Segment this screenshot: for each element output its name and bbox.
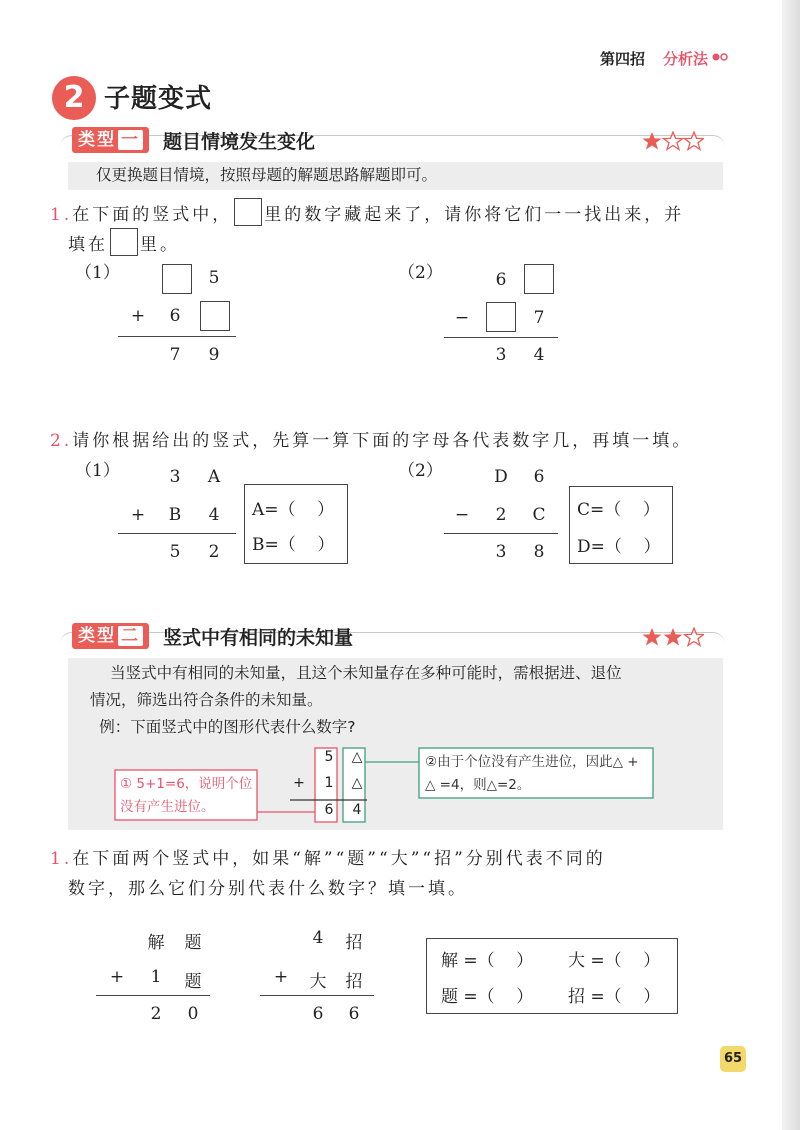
- cell: 大: [309, 972, 327, 992]
- digit: D: [494, 467, 508, 487]
- ex-digit: 1: [324, 775, 334, 791]
- digit: 4: [208, 505, 220, 525]
- type1-q1-line2: 填在 里。: [68, 228, 180, 261]
- difficulty-stars-icon: [642, 131, 704, 151]
- type2-title: 竖式中有相同的未知量: [163, 627, 354, 649]
- cell: 题: [184, 933, 202, 953]
- ex-digit: 4: [352, 802, 362, 818]
- ex-operator: +: [293, 775, 305, 791]
- digit: A: [207, 467, 221, 487]
- answer-box[interactable]: [162, 264, 192, 294]
- difficulty-stars-icon: [642, 627, 704, 647]
- answer-box[interactable]: [486, 302, 516, 332]
- operator: +: [109, 967, 125, 987]
- chapter-label: 第四招: [599, 50, 645, 68]
- q1-part2-label: （2）: [398, 263, 443, 283]
- type2-q1-line2: 数字，那么它们分别代表什么数字？填一填。: [68, 879, 468, 899]
- cell: 0: [187, 1004, 199, 1024]
- method-label: 分析法: [662, 50, 708, 68]
- cell: 2: [150, 1004, 162, 1024]
- type2-tip-line1: 当竖式中有相同的未知量，且这个未知量存在多种可能时，需根据进、退位: [110, 664, 622, 682]
- ex-note-left: ① 5+1=6，说明个位没有产生进位。: [120, 776, 253, 815]
- ex-digit: 5: [324, 749, 334, 765]
- digit: 2: [208, 542, 220, 562]
- type1-tip: 仅更换题目情境，按照母题的解题思路解题即可。: [68, 162, 723, 190]
- digit: 2: [495, 505, 507, 525]
- answer-jie[interactable]: 解 =（ ）: [441, 951, 534, 971]
- sum-line: [118, 336, 236, 337]
- cell: 1: [150, 967, 162, 987]
- digit: 7: [533, 308, 545, 328]
- digit: 8: [533, 542, 545, 562]
- cell: 6: [312, 1004, 324, 1024]
- q2-part1-label: （1）: [75, 461, 120, 481]
- answer-c[interactable]: C=（ ）: [577, 500, 660, 520]
- digit: 7: [169, 345, 181, 365]
- operator: +: [130, 505, 146, 525]
- digit: 3: [495, 345, 507, 365]
- sum-line: [118, 533, 236, 534]
- type2-tip-line2: 情况，筛选出符合条件的未知量。: [90, 691, 323, 709]
- digit: 5: [208, 268, 220, 288]
- type2-divider: [60, 632, 725, 645]
- digit: 6: [169, 306, 181, 326]
- cell: 题: [184, 972, 202, 992]
- answer-zhao[interactable]: 招 =（ ）: [568, 987, 661, 1007]
- cell: 招: [345, 972, 363, 992]
- digit: 9: [208, 345, 220, 365]
- page-edge: [782, 0, 800, 1130]
- operator: +: [130, 306, 146, 326]
- cell: 解: [147, 933, 165, 953]
- difference-line: [444, 337, 558, 338]
- digit: B: [168, 505, 182, 525]
- digit: C: [532, 505, 546, 525]
- digit: 6: [533, 467, 545, 487]
- ex-note-right: ②由于个位没有产生进位，因此△ + △ =4，则△=2。: [425, 754, 639, 793]
- answer-b[interactable]: B=（ ）: [252, 535, 335, 555]
- inline-blank-box: [234, 198, 262, 226]
- section-number-badge: 2: [52, 76, 96, 120]
- type1-tag: 类型 一: [72, 127, 149, 153]
- type1-q1-line1: 1.在下面的竖式中， 里的数字藏起来了，请你将它们一一找出来，并: [50, 198, 684, 231]
- cell: 招: [345, 933, 363, 953]
- answer-a[interactable]: A=（ ）: [252, 500, 335, 520]
- digit: 4: [533, 345, 545, 365]
- ex-triangle: △: [351, 775, 363, 791]
- answer-ti[interactable]: 题 =（ ）: [441, 987, 534, 1007]
- answer-d[interactable]: D=（ ）: [577, 537, 661, 557]
- sum-line: [260, 995, 374, 996]
- sum-line: [96, 995, 210, 996]
- ex-digit: 6: [324, 802, 334, 818]
- digit: 6: [495, 270, 507, 290]
- type2-q1-line1: 1.在下面两个竖式中，如果“解”“题”“大”“招”分别代表不同的: [50, 849, 606, 869]
- q2-part2-label: （2）: [398, 461, 443, 481]
- cell: 6: [348, 1004, 360, 1024]
- operator: −: [454, 505, 470, 525]
- digit: 5: [169, 542, 181, 562]
- inline-blank-box: [110, 228, 138, 256]
- cell: 4: [312, 928, 324, 948]
- operator: −: [454, 308, 470, 328]
- answer-box[interactable]: [200, 301, 230, 331]
- dots-icon: [712, 51, 728, 63]
- answer-box[interactable]: [524, 264, 554, 294]
- digit: 3: [169, 467, 181, 487]
- difference-line: [444, 533, 558, 534]
- q1-part1-label: （1）: [75, 263, 120, 283]
- type1-divider: [60, 135, 725, 148]
- type2-example-label: 例：下面竖式中的图形代表什么数字?: [99, 718, 356, 736]
- section-title: 子题变式: [104, 84, 213, 114]
- operator: +: [273, 967, 289, 987]
- answer-da[interactable]: 大 =（ ）: [568, 951, 661, 971]
- type1-title: 题目情境发生变化: [163, 131, 316, 153]
- ex-triangle: △: [351, 749, 363, 765]
- type2-tag: 类型 二: [72, 623, 149, 649]
- type1-q2-text: 2.请你根据给出的竖式，先算一算下面的字母各代表数字几，再填一填。: [50, 431, 693, 451]
- page-number: 65: [720, 1046, 746, 1072]
- digit: 3: [495, 542, 507, 562]
